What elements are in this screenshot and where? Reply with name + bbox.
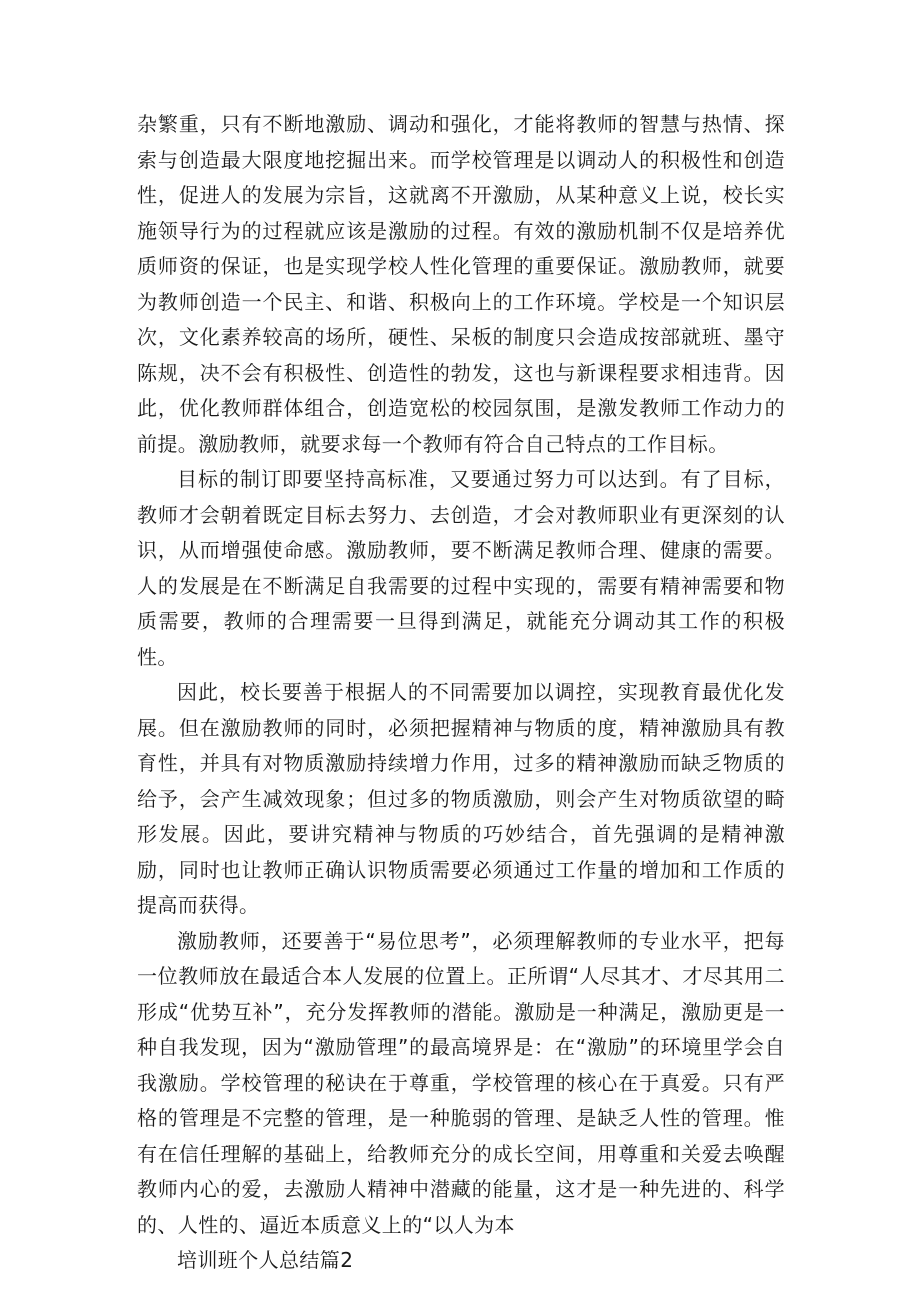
- paragraph-perspective: 激励教师，还要善于“易位思考”，必须理解教师的专业水平，把每一位教师放在最适合本人发展的位置上。正所谓“人尽其才、才尽其用二形成“优势互补”，充分发挥教师的潜能。激励是一种满足，激励更是一种自我发现，因为“激励管理”的最高境界是：在“激励”的环境里学会自我激励。学校管理的秘诀在于尊重，学校管理的核心在于真爱。只有严格的管理是不完整的管理，是一种脆弱的管理、是缺乏人性的管理。惟有在信任理解的基础上，给教师充分的成长空间，用尊重和关爱去唤醒教师内心的爱，去激励人精神中潜藏的能量，这才是一种先进的、科学的、人性的、逼近本质意义上的“以人为本: [137, 928, 785, 1237]
- section-heading: 培训班个人总结篇2: [177, 1248, 354, 1272]
- paragraph-goals: 目标的制订即要坚持高标准，又要通过努力可以达到。有了目标，教师才会朝着既定目标去努力、去创造，才会对教师职业有更深刻的认识，从而增强使命感。激励教师，要不断满足教师合理、健康的需要。人的发展是在不断满足自我需要的过程中实现的，需要有精神需要和物质需要，教师的合理需要一旦得到满足，就能充分调动其工作的积极性。: [137, 467, 785, 669]
- paragraph-needs-balance: 因此，校长要善于根据人的不同需要加以调控，实现教育最优化发展。但在激励教师的同时，必须把握精神与物质的度，精神激励具有教育性，并具有对物质激励持续增力作用，过多的精神激励而缺乏物质的给予，会产生减效现象；但过多的物质激励，则会产生对物质欲望的畸形发展。因此，要讲究精神与物质的巧妙结合，首先强调的是精神激励，同时也让教师正确认识物质需要必须通过工作量的增加和工作质的提高而获得。: [137, 680, 785, 917]
- document-body: [137, 107, 785, 1279]
- paragraph-continuation: 杂繁重，只有不断地激励、调动和强化，才能将教师的智慧与热情、探索与创造最大限度地挖掘出来。而学校管理是以调动人的积极性和创造性，促进人的发展为宗旨，这就离不开激励，从某种意义上说，校长实施领导行为的过程就应该是激励的过程。有效的激励机制不仅是培养优质师资的保证，也是实现学校人性化管理的重要保证。激励教师，就要为教师创造一个民主、和谐、积极向上的工作环境。学校是一个知识层次，文化素养较高的场所，硬性、呆板的制度只会造成按部就班、墨守陈规，决不会有积极性、创造性的勃发，这也与新课程要求相违背。因此，优化教师群体组合，创造宽松的校园氛围，是激发教师工作动力的前提。激励教师，就要求每一个教师有符合自己特点的工作目标。: [137, 112, 785, 456]
